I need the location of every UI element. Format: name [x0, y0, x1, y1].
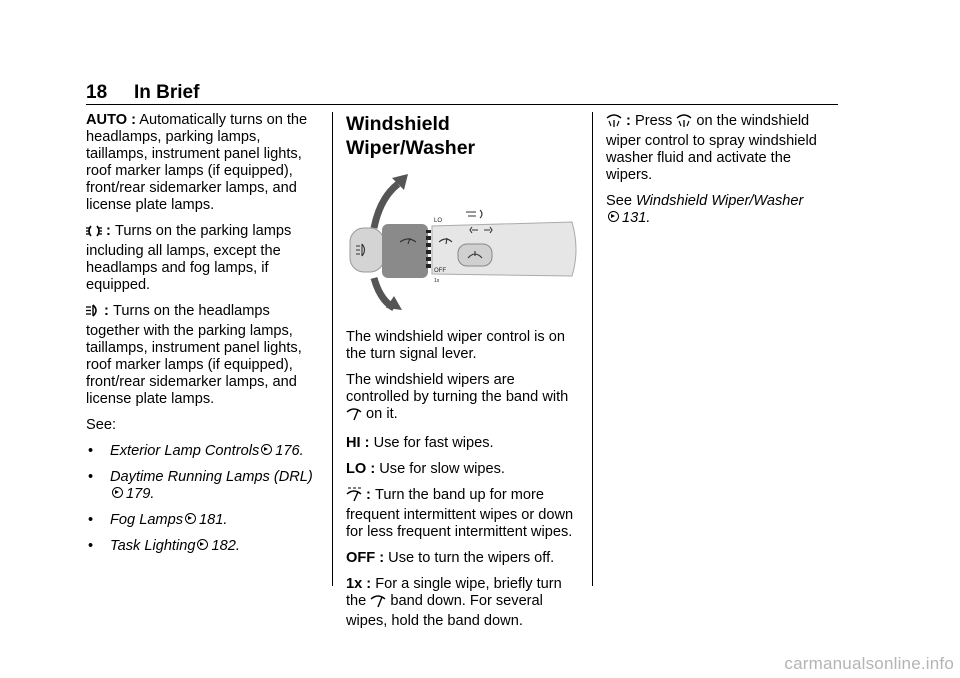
link-page[interactable]: 181. [199, 512, 228, 528]
headlamp-text: Turns on the headlamps together with the parking lamps, taillamps, instrument panel lights, roof marker lamps (if equipped), front/rear sidemarker lamps, and license plate lamps. [86, 303, 302, 407]
parking-lamps-icon [86, 224, 102, 243]
link-page[interactable]: 179. [126, 486, 155, 502]
page-reference-icon [261, 444, 272, 455]
off-paragraph [346, 550, 580, 567]
auto-paragraph [86, 112, 318, 214]
band-text-end: on it. [362, 406, 398, 422]
link-page[interactable]: 176. [275, 443, 304, 459]
hi-paragraph [346, 435, 580, 452]
hi-text: Use for fast wipes. [369, 435, 494, 451]
wiper-lever-diagram [346, 172, 580, 312]
link-title[interactable]: Exterior Lamp Controls [110, 443, 260, 459]
see-label: See: [86, 417, 117, 433]
link-title[interactable]: Task Lighting [110, 538, 196, 554]
bullet-dot: • [88, 469, 94, 485]
see-label: See [606, 193, 637, 209]
column-middle [346, 112, 580, 639]
intermittent-wiper-icon [346, 487, 362, 507]
intermittent-text: Turn the band up for more frequent intermittent wipes or down for less frequent intermittent wipes. [346, 487, 574, 540]
stalk-beam-icon [466, 210, 482, 218]
lo-paragraph [346, 461, 580, 478]
see-link-title[interactable]: Windshield Wiper/Washer [636, 193, 804, 209]
bullet-dot: • [88, 538, 94, 554]
section-title: In Brief [134, 82, 200, 103]
washer-icon [606, 112, 622, 133]
list-item[interactable] [86, 538, 318, 555]
link-page[interactable]: 182. [211, 538, 240, 554]
intro-paragraph: The windshield wiper control is on the turn signal lever. [346, 329, 566, 362]
link-title[interactable]: Fog Lamps [110, 512, 184, 528]
headlamp-icon [86, 303, 100, 323]
wiper-icon [370, 594, 386, 613]
off-label: OFF : [346, 550, 385, 566]
list-item[interactable] [86, 469, 318, 503]
intermittent-paragraph [346, 487, 580, 541]
off-text: Use to turn the wipers off. [384, 550, 555, 566]
list-item[interactable] [86, 512, 318, 529]
washer-paragraph [606, 112, 840, 184]
headlamp-sep: : [100, 303, 113, 319]
lo-text: Use for slow wipes. [375, 461, 505, 477]
hi-label: HI : [346, 435, 370, 451]
link-title[interactable]: Daytime Running Lamps (DRL) [110, 469, 313, 485]
page-reference-icon [185, 513, 196, 524]
parking-text: Turns on the parking lamps including all lamps, except the headlamps and fog lamps, if equipped. [86, 223, 292, 293]
onex-label: 1x : [346, 576, 372, 592]
parking-lamps-paragraph [86, 223, 318, 294]
page-reference-icon [112, 487, 123, 498]
lo-label: LO : [346, 461, 376, 477]
headlamps-paragraph [86, 303, 318, 408]
page-header [86, 82, 838, 105]
band-text: The windshield wipers are controlled by turning the band with [346, 372, 569, 405]
page-reference-icon [197, 539, 208, 550]
washer-press: Press [634, 113, 677, 129]
bullet-dot: • [88, 443, 94, 459]
lever-stalk [432, 222, 576, 276]
page-reference-icon [608, 211, 619, 222]
diagram-label-lo: LO [434, 218, 443, 224]
band-paragraph [346, 372, 580, 426]
rotate-up-arrow [374, 184, 398, 228]
diagram-label-1x: 1x [434, 278, 440, 284]
washer-sep: : [622, 113, 635, 129]
intermittent-sep: : [362, 487, 375, 503]
bullet-dot: • [88, 512, 94, 528]
washer-text: on the windshield wiper control to spray windshield washer fluid and activate the wipers. [606, 113, 817, 183]
lever-tip [350, 228, 384, 272]
watermark: carmanualsonline.info [784, 654, 954, 673]
see-link-page[interactable]: 131. [622, 210, 651, 226]
onex-text-end: band down. For several wipes, hold the band down. [346, 593, 543, 629]
diagram-label-off: OFF [434, 268, 446, 274]
column-left [86, 112, 318, 564]
washer-icon [676, 112, 692, 133]
page-number: 18 [86, 82, 108, 103]
column-right [606, 112, 840, 236]
onex-text: For a single wipe, briefly turn the [346, 576, 562, 609]
column-divider-2 [592, 112, 593, 586]
onex-paragraph [346, 576, 580, 630]
see-paragraph [606, 193, 840, 227]
auto-text: Automatically turns on the headlamps, parking lamps, taillamps, instrument panel lights, roof marker lamps (if equipped), front/rear sidemarker lamps, and license plate lamps. [86, 112, 308, 213]
list-item[interactable] [86, 443, 318, 460]
wiper-band [382, 224, 428, 278]
wiper-icon [346, 407, 362, 426]
parking-sep: : [102, 223, 115, 239]
section-heading: Windshield Wiper/Washer [346, 113, 476, 159]
column-divider-1 [332, 112, 333, 586]
auto-label: AUTO : [86, 112, 136, 128]
